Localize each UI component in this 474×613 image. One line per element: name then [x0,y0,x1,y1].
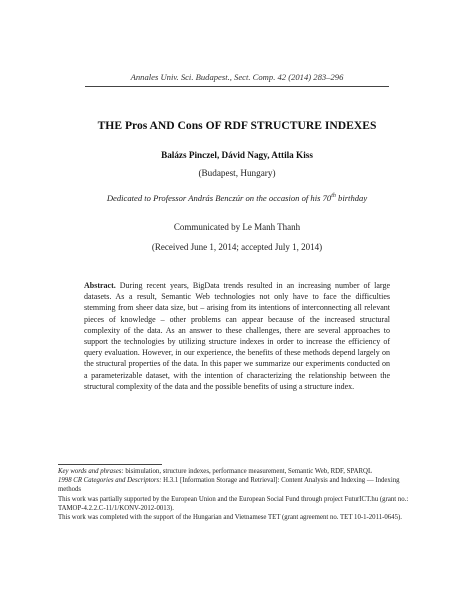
categories-note [58,476,420,494]
dedication-sup: th [331,193,336,200]
footnotes [58,467,420,522]
dedication-text: Dedicated to Professor András Benczúr on the occasion of his 70 [106,193,332,203]
running-header: Annales Univ. Sci. Budapest., Sect. Comp. 42 (2014) 283–296 [130,72,344,82]
categories-label: 1998 CR Categories and Descriptors: [58,477,162,485]
keywords-label: Key words and phrases: [58,468,124,475]
footnote-rule [58,464,162,465]
categories-text: H.3.1 [Information Storage and Retrieval]: Content Analysis and Indexing — Indexing methods [58,477,400,494]
support-note-2: This work was completed with the support of the Hungarian and Vietnamese TET (grant agreement no. TET 10-1-2011-0645). [58,514,402,522]
affiliation: (Budapest, Hungary) [198,168,276,178]
abstract-text: During recent years, BigData trends resulted in an increasing number of large datasets. As a result, Semantic Web technologies not only have to face the difficulties stemming from sheer data size, but – arising from its intentions of interconnecting all relevant pieces of knowledge – other problems can appear because of the increased structural complexity of the data. As an answer to these challenges, there are several approaches to support the technologies by utilizing structure indexes in order to increase the efficiency of query evaluation. However, in our experience, the benefits of these methods depend largely on the structural properties of the data. In this paper we summarize our experiments conducted on a parameterizable dataset, with the intention of characterizing the relationship between the structural complexity of the data and the possible benefits of using a structure index. [84,281,390,391]
keywords-text: bisimulation, structure indexes, performance measurement, Semantic Web, RDF, SPARQL [123,468,373,475]
dedication [0,193,474,203]
keywords-note [58,467,420,476]
abstract-label: Abstract. [84,281,116,290]
paper-title: THE Pros AND Cons OF RDF STRUCTURE INDEXES [97,119,377,132]
communicated-by: Communicated by Le Manh Thanh [173,222,301,232]
header-rule [85,86,389,87]
support-note-1: This work was partially supported by the European Union and the European Social Fund through project FuturICT.hu (grant no.: TAMOP-4.2.2.C-11/1/KONV-2012-0013). [58,495,409,512]
paper-authors: Balázs Pinczel, Dávid Nagy, Attila Kiss [161,150,313,160]
abstract [84,280,390,392]
dedication-tail: birthday [335,193,368,203]
received-dates: (Received June 1, 2014; accepted July 1, 2014) [151,242,323,252]
